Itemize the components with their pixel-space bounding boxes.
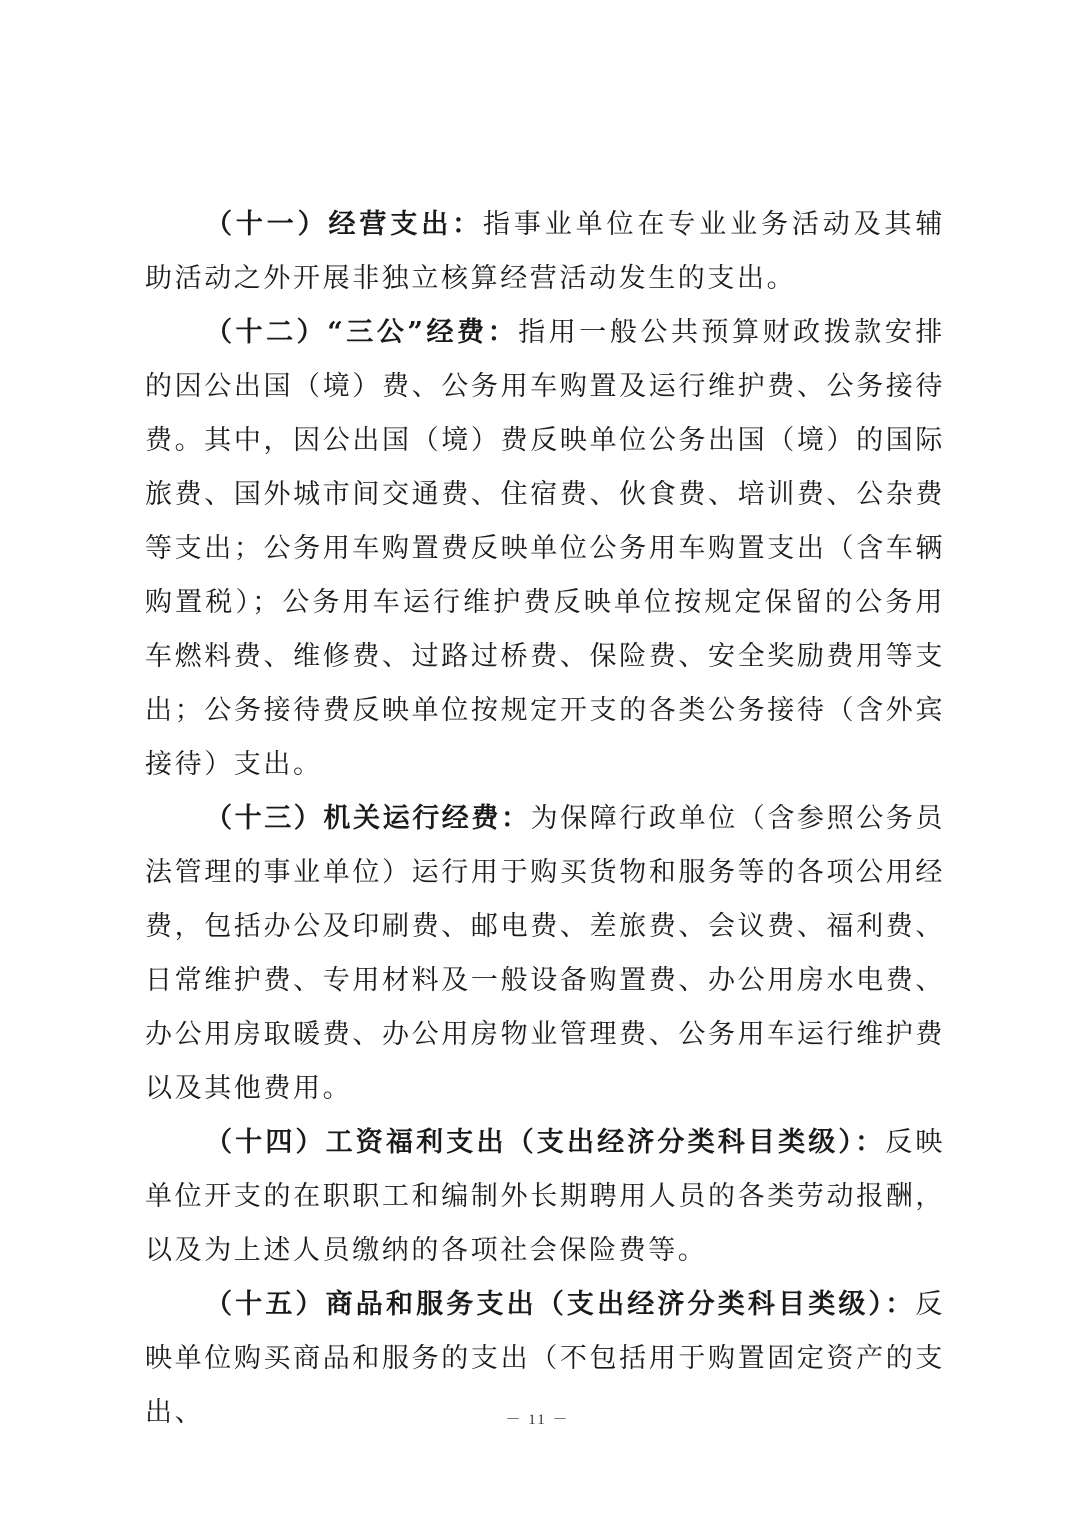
paragraph-text: 反映单位开支的在职职工和编制外长期聘用人员的各类劳动报酬，以及为上述人员缴纳的各项社会保险费等。 [145,1127,945,1266]
paragraph-11 [145,198,945,306]
paragraph-text: 为保障行政单位（含参照公务员法管理的事业单位）运行用于购买货物和服务等的各项公用经费，包括办公及印刷费、邮电费、差旅费、会议费、福利费、日常维护费、专用材料及一般设备购置费、办公用房水电费、办公用房取暖费、办公用房物业管理费、公务用车运行维护费以及其他费用。 [145,803,946,1104]
paragraph-13 [145,792,945,1116]
paragraph-text: 指用一般公共预算财政拨款安排的因公出国（境）费、公务用车购置及运行维护费、公务接待费。其中，因公出国（境）费反映单位公务出国（境）的国际旅费、国外城市间交通费、住宿费、伙食费、培训费、公杂费等支出；公务用车购置费反映单位公务用车购置支出（含车辆购置税）；公务用车运行维护费反映单位按规定保留的公务用车燃料费、维修费、过路过桥费、保险费、安全奖励费用等支出；公务接待费反映单位按规定开支的各类公务接待（含外宾接待）支出。 [145,317,946,780]
paragraph-text: 指事业单位在专业业务活动及其辅助活动之外开展非独立核算经营活动发生的支出。 [145,209,945,294]
document-body [145,198,945,1440]
paragraph-12 [145,306,945,792]
paragraph-14 [145,1116,945,1278]
term-separator: ： [855,1127,886,1158]
term-separator: ： [885,1289,916,1320]
term-heading: （十五）商品和服务支出（支出经济分类科目类级） [205,1289,886,1320]
term-heading: （十四）工资福利支出（支出经济分类科目类级） [205,1127,856,1158]
term-separator: ： [501,803,531,834]
term-heading: （十二）“三公”经费 [205,317,488,348]
term-heading: （十一）经营支出 [205,209,453,240]
term-heading: （十三）机关运行经费 [205,803,501,834]
page-number: － 11 － [505,1412,570,1428]
term-separator: ： [487,317,519,348]
paragraph-text: 反映单位购买商品和服务的支出（不包括用于购置固定资产的支出、 [145,1289,945,1428]
term-separator: ： [452,209,483,240]
